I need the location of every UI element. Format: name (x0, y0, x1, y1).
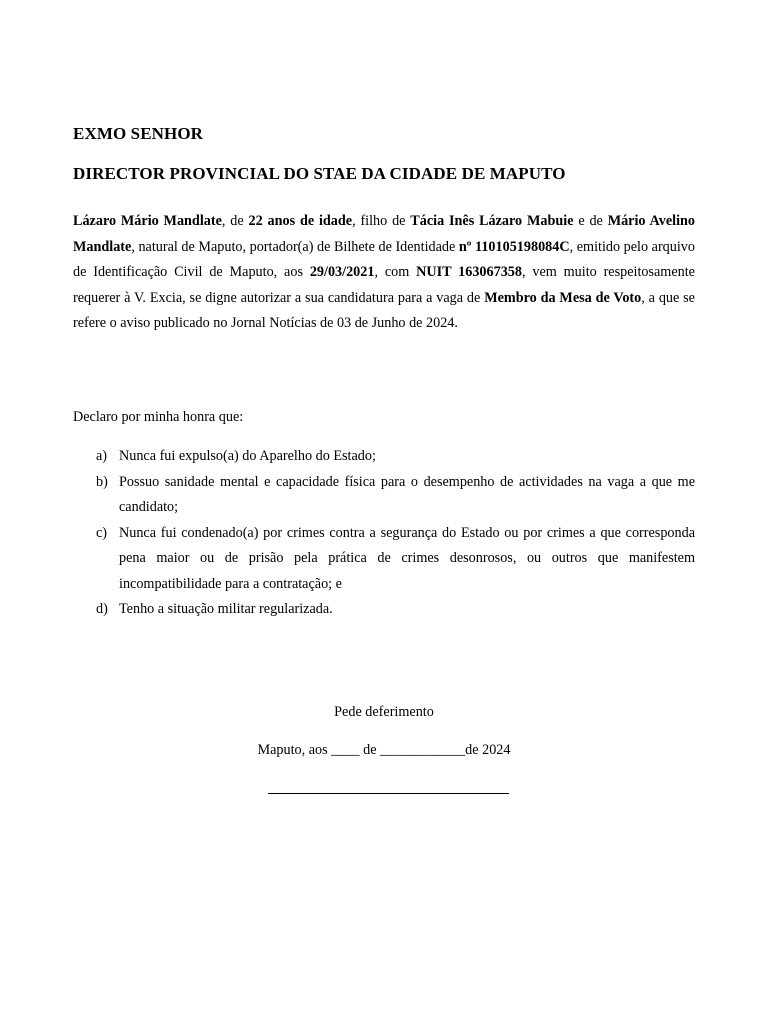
recipient-heading: DIRECTOR PROVINCIAL DO STAE DA CIDADE DE MAPUTO (73, 164, 566, 183)
list-item-text: Nunca fui expulso(a) do Aparelho do Estado; (119, 448, 376, 464)
list-item-text: Nunca fui condenado(a) por crimes contra a segurança do Estado ou por crimes a que corresponda pena maior ou de prisão pela prática de crimes desonrosos, ou outros que manifestem incompatibilidade para a contratação; e (119, 524, 695, 592)
list-marker: a) (96, 448, 108, 464)
request-text: , a que se refere o aviso publicado no Jornal Notícias de 03 de Junho de 2024. (73, 289, 695, 331)
nuit-number: NUIT 163067358 (416, 264, 522, 280)
declaration-intro: Declaro por minha honra que: (73, 409, 244, 425)
salutation-heading: EXMO SENHOR (73, 124, 204, 143)
issue-date: 29/03/2021 (309, 264, 375, 280)
list-marker: c) (96, 524, 108, 541)
list-item (73, 597, 695, 623)
position-name: Membro da Mesa de Voto (484, 289, 642, 306)
list-item (73, 470, 695, 521)
list-item (73, 444, 695, 470)
request-text: , emitido pelo arquivo de Identificação Civil de Maputo, aos (73, 238, 695, 280)
signature-line (268, 793, 509, 794)
id-number: nº 110105198084C (458, 238, 570, 255)
closing-request: Pede deferimento (334, 704, 434, 720)
list-item (73, 521, 695, 598)
mother-name: Tácia Inês Lázaro Mabuie (410, 213, 574, 229)
request-text: , com (374, 264, 417, 280)
list-item-text: Tenho a situação militar regularizada. (119, 601, 333, 617)
request-text: e de (573, 213, 608, 229)
request-text: , de (221, 213, 249, 229)
list-item-text: Possuo sanidade mental e capacidade física para o desempenho de actividades na vaga a que me candidato; (119, 473, 695, 515)
request-text: , vem muito respeitosamente requerer à V. Excia, se digne autorizar a sua candidatura para a vaga de (73, 264, 695, 306)
father-name: Mário Avelino Mandlate (73, 213, 695, 255)
request-text: , filho de (352, 213, 411, 229)
place-date-line: Maputo, aos ____ de ____________de 2024 (257, 742, 511, 758)
request-text: , natural de Maputo, portador(a) de Bilhete de Identidade (131, 238, 459, 255)
applicant-name: Lázaro Mário Mandlate (73, 213, 222, 229)
applicant-age: 22 anos de idade (248, 213, 353, 229)
list-marker: b) (96, 473, 108, 490)
list-marker: d) (96, 601, 108, 617)
declaration-list (73, 444, 695, 623)
request-paragraph (73, 209, 695, 337)
